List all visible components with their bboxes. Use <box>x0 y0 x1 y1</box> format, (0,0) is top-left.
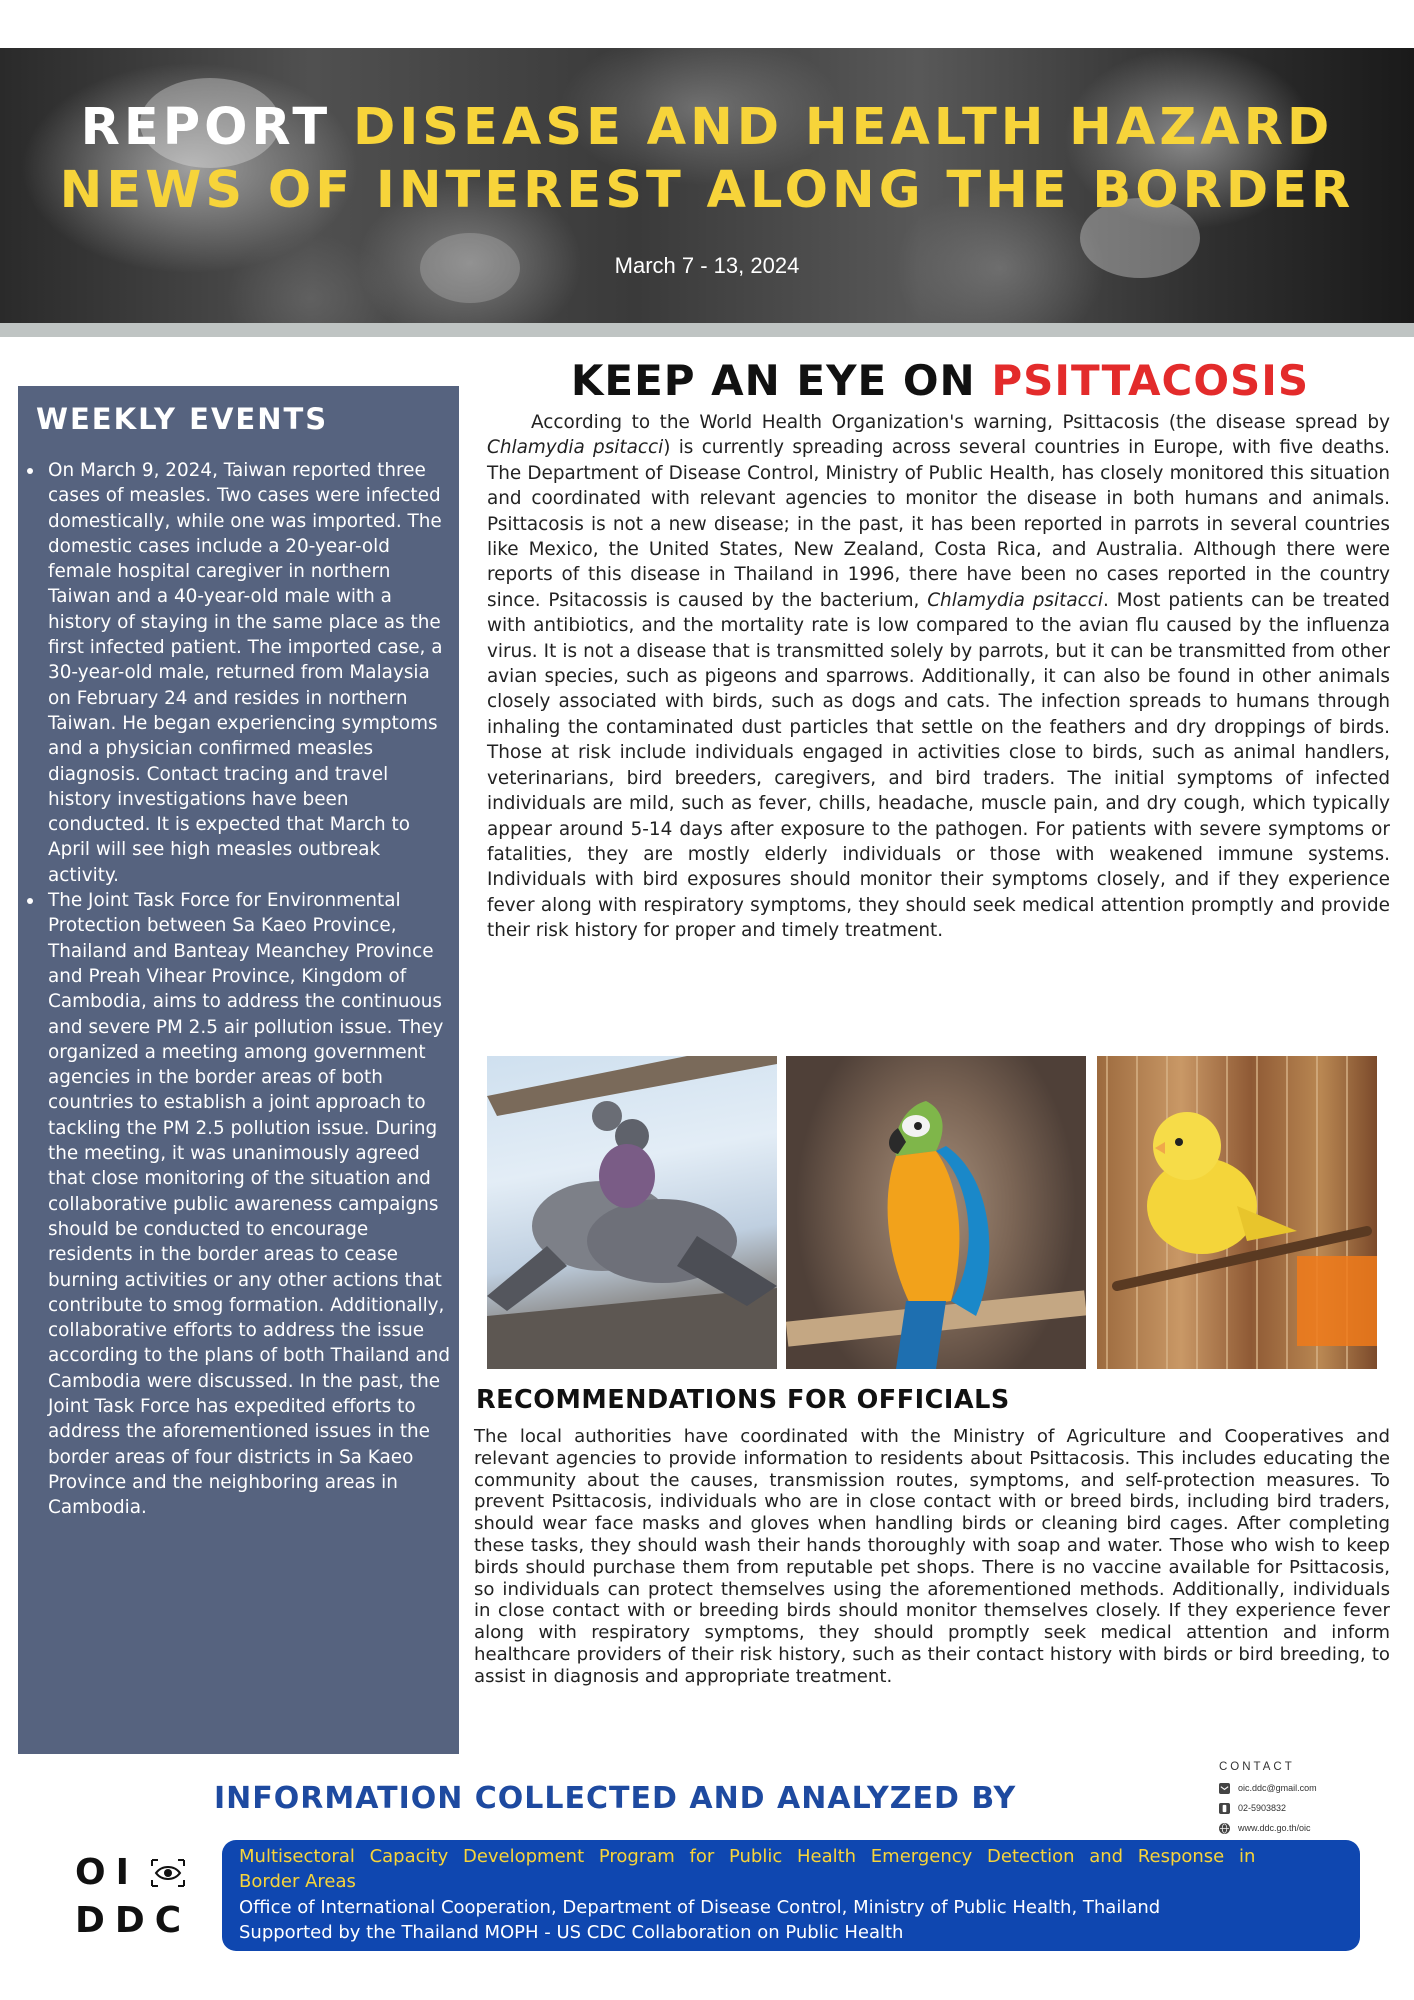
collected-by-title: INFORMATION COLLECTED AND ANALYZED BY <box>214 1781 1017 1816</box>
weekly-events-list <box>18 458 459 1520</box>
logo-text-line1: OI <box>75 1852 139 1893</box>
article-text: According to the World Health Organization's warning, Psittacosis (the disease spread by <box>531 412 1390 433</box>
contact-phone[interactable]: 02-5903832 <box>1238 1803 1287 1813</box>
article-text: ) is currently spreading across several countries in Europe, with five deaths. The Department of Disease Control, Ministry of Public Health, has closely monitored this situation and coordinated with relevant agencies to monitor the disease in both humans and animals. Psittacosis is not a new disease; in the past, it has been reported in parrots in several countries like Mexico, the United States, New Zealand, Costa Rica, and Australia. Although there were reports of this disease in Thailand in 1996, there have been no cases reported in the country since. Psitacossis is caused by the bacterium, <box>487 437 1390 611</box>
contact-phone-row[interactable] <box>1219 1800 1286 1816</box>
pigeons-photo <box>487 1056 777 1369</box>
program-name-line2: Border Areas <box>239 1871 356 1892</box>
macaw-photo <box>786 1056 1086 1369</box>
report-title-line2: NEWS OF INTEREST ALONG THE BORDER <box>59 161 1355 220</box>
article-body <box>487 410 1390 944</box>
email-icon <box>1219 1783 1230 1794</box>
contact-email-row[interactable] <box>1219 1780 1317 1796</box>
contact-website[interactable]: www.ddc.go.th/oic <box>1238 1823 1311 1833</box>
globe-icon <box>1219 1823 1230 1834</box>
program-name-line1: Multisectoral Capacity Development Program for Public Health Emergency Detection and Response in <box>239 1846 1256 1867</box>
weekly-event-item: The Joint Task Force for Environmental Protection between Sa Kaeo Province, Thailand and Banteay Meanchey Province and Preah Vihear Province, Kingdom of Cambodia, aims to address the continuous and severe PM 2.5 air pollution issue. They organized a meeting among government agencies in the border areas of both countries to establish a joint approach to tackling the PM 2.5 pollution issue. During the meeting, it was unanimously agreed that close monitoring of the situation and collaborative public awareness campaigns should be conducted to encourage residents in the border areas to cease burning activities or any other actions that contribute to smog formation. Additionally, collaborative efforts to address the issue according to the plans of both Thailand and Cambodia were discussed. In the past, the Joint Task Force has expedited efforts to address the aforementioned issues in the border areas of four districts in Sa Kaeo Province and the neighboring areas in Cambodia. <box>48 888 459 1520</box>
article-title <box>470 356 1410 405</box>
header-banner <box>0 48 1414 323</box>
recommendations-body <box>474 1426 1390 1688</box>
weekly-events-panel <box>18 386 459 1754</box>
banner-divider <box>0 323 1414 337</box>
recommendations-title: RECOMMENDATIONS FOR OFFICIALS <box>476 1385 1010 1415</box>
phone-icon <box>1219 1803 1230 1814</box>
logo-text-line2: DDC <box>75 1900 192 1941</box>
canary-photo <box>1097 1056 1377 1369</box>
eye-icon <box>150 1858 186 1888</box>
program-info-box <box>222 1840 1360 1951</box>
contact-email[interactable]: oic.ddc@gmail.com <box>1238 1783 1317 1793</box>
contact-title: CONTACT <box>1219 1761 1295 1773</box>
article-species-name: Chlamydia psitacci <box>927 589 1103 611</box>
report-title-line1 <box>0 98 1414 157</box>
weekly-events-title: WEEKLY EVENTS <box>36 402 329 436</box>
oic-ddc-logo <box>70 1848 190 1958</box>
date-range: March 7 - 13, 2024 <box>614 253 800 278</box>
article-title-highlight: PSITTACOSIS <box>991 356 1310 405</box>
office-name: Office of International Cooperation, Department of Disease Control, Ministry of Public Health, Thailand <box>239 1897 1161 1918</box>
article-paragraph <box>487 410 1390 944</box>
support-statement: Supported by the Thailand MOPH - US CDC Collaboration on Public Health <box>239 1922 904 1943</box>
article-title-prefix: KEEP AN EYE ON <box>570 356 976 405</box>
article-text: . Most patients can be treated with antibiotics, and the mortality rate is low compared to the avian flu caused by the influenza virus. It is not a disease that is transmitted solely by parrots, but it can be transmitted from other avian species, such as pigeons and sparrows. Additionally, it can also be found in other animals closely associated with birds, such as dogs and cats. The infection spreads to humans through inhaling the contaminated dust particles that settle on the feathers and dry droppings of birds. Those at risk include individuals engaged in activities close to birds, such as animal handlers, veterinarians, bird breeders, caregivers, and bird traders. The initial symptoms of infected individuals are mild, such as fever, chills, headache, muscle pain, and dry cough, which typically appear around 5-14 days after exposure to the pathogen. For patients with severe symptoms or fatalities, they are mostly elderly individuals or those with weakened immune systems. Individuals with bird exposures should monitor their symptoms closely, and if they experience fever along with respiratory symptoms, they should seek medical attention promptly and provide their risk history for proper and timely treatment. <box>487 589 1390 942</box>
weekly-event-item: On March 9, 2024, Taiwan reported three cases of measles. Two cases were infected domestically, while one was imported. The domestic cases include a 20-year-old female hospital caregiver in northern Taiwan and a 40-year-old male with a history of staying in the same place as the first infected patient. The imported case, a 30-year-old male, returned from Malaysia on February 24 and resides in northern Taiwan. He began experiencing symptoms and a physician confirmed measles diagnosis. Contact tracing and travel history investigations have been conducted. It is expected that March to April will see high measles outbreak activity. <box>48 458 459 888</box>
report-title-prefix: REPORT <box>80 98 332 157</box>
contact-website-row[interactable] <box>1219 1820 1311 1836</box>
recommendations-paragraph: The local authorities have coordinated with the Ministry of Agriculture and Cooperatives and relevant agencies to provide information to residents about Psittacosis. This includes educating the community about the causes, transmission routes, symptoms, and self-protection measures. To prevent Psittacosis, individuals who are in close contact with or breed birds, including bird traders, should wear face masks and gloves when handling birds or cleaning bird cages. After completing these tasks, they should wash their hands thoroughly with soap and water. Those who wish to keep birds should purchase them from reputable pet shops. There is no vaccine available for Psittacosis, so individuals can protect themselves using the aforementioned methods. Additionally, individuals in close contact with or breeding birds should monitor themselves closely. If they experience fever along with respiratory symptoms, they should promptly seek medical attention and inform healthcare providers of their risk history, such as their contact history with birds or bird breeding, to assist in diagnosis and appropriate treatment. <box>474 1426 1390 1687</box>
report-title-highlight: DISEASE AND HEALTH HAZARD <box>352 98 1334 157</box>
article-species-name: Chlamydia psitacci <box>487 437 664 459</box>
